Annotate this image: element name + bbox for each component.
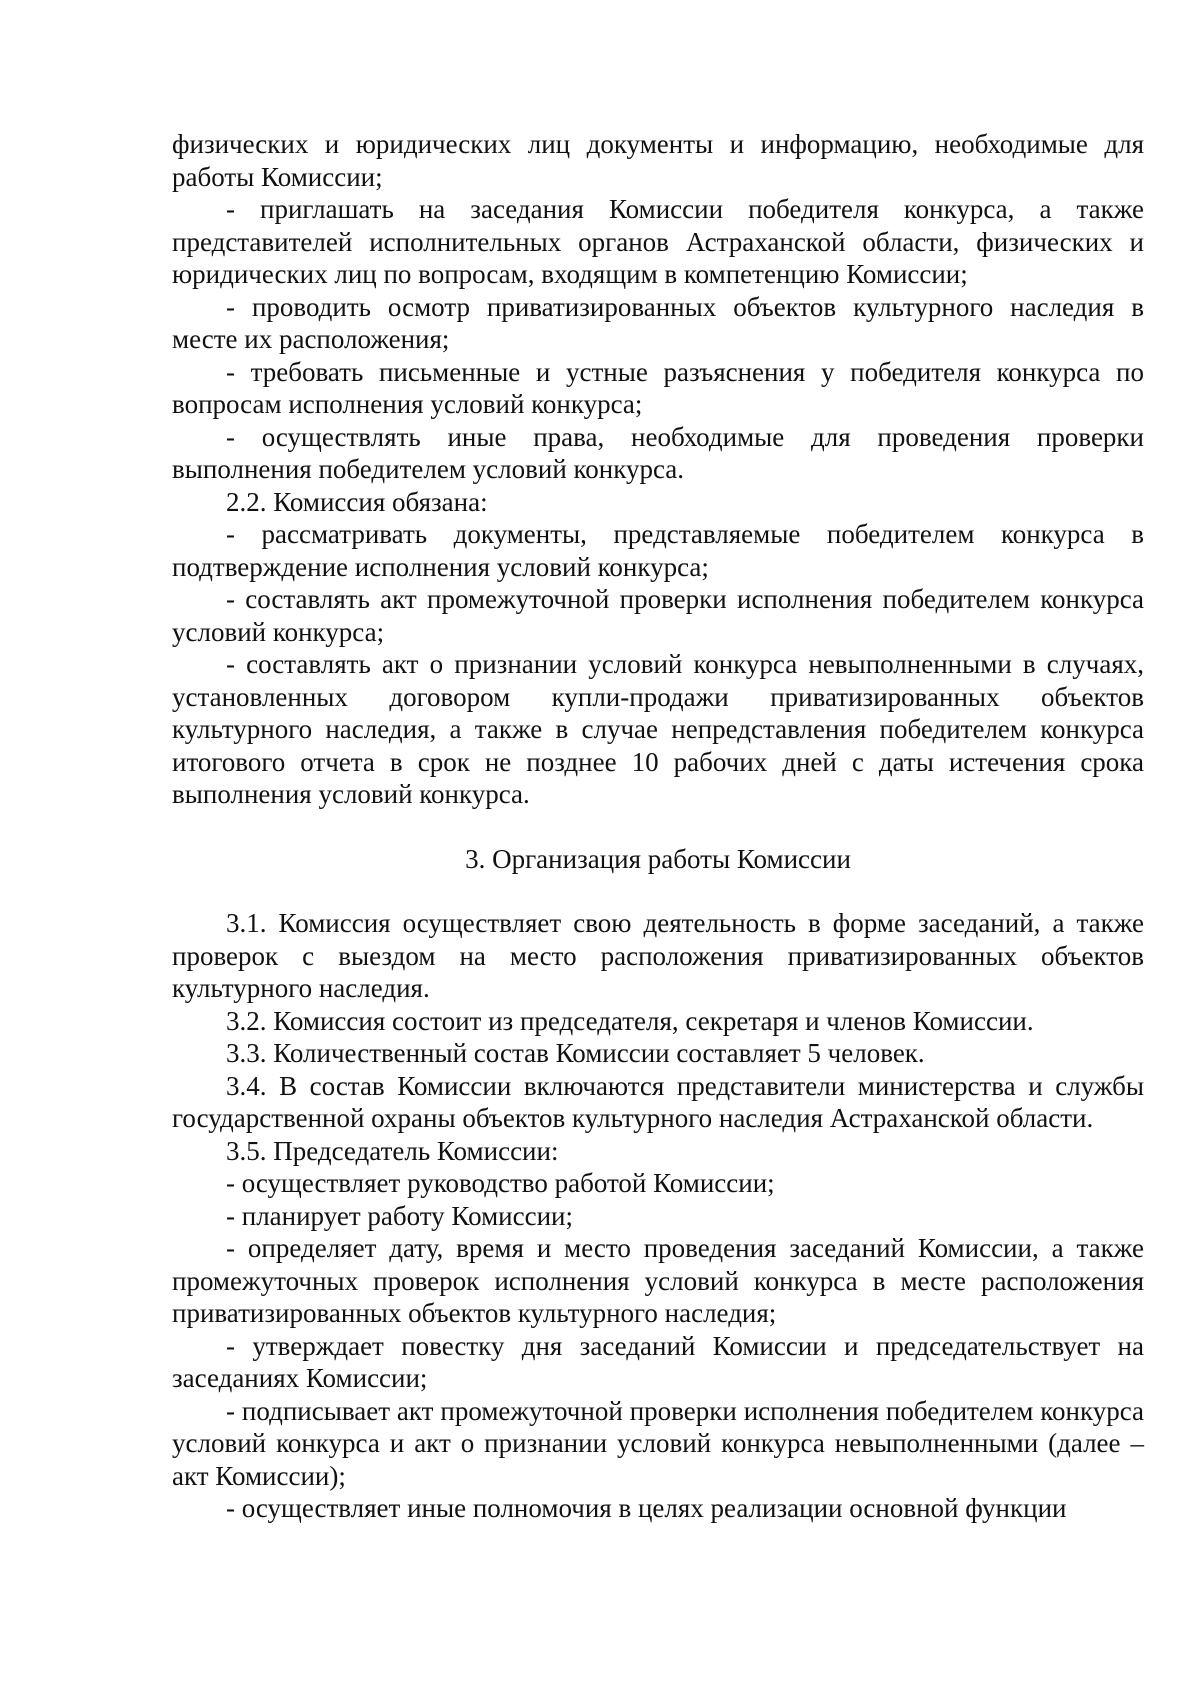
paragraph: - осуществляет руководство работой Комиссии; xyxy=(226,1168,775,1198)
paragraph: - планирует работу Комиссии; xyxy=(226,1200,573,1231)
paragraph: 3.3. Количественный состав Комиссии составляет 5 человек. xyxy=(226,1038,925,1068)
rights-and-duties-block xyxy=(172,128,1144,811)
paragraph: - рассматривать документы, представляемые победителем конкурса в подтверждение исполнения условий конкурса; xyxy=(172,519,1144,582)
section-3-heading: 3. Организация работы Комиссии xyxy=(465,843,851,874)
paragraph: 3.1. Комиссия осуществляет свою деятельность в форме заседаний, а также проверок с выездом на место расположения приватизированных объектов культурного наследия. xyxy=(172,908,1144,1003)
paragraph: 3.5. Председатель Комиссии: xyxy=(226,1135,559,1166)
document-page xyxy=(172,128,1144,1525)
paragraph: - осуществлять иные права, необходимые для проведения проверки выполнения победителем условий конкурса. xyxy=(172,421,1144,484)
paragraph: - составлять акт о признании условий конкурса невыполненными в случаях, установленных договором купли-продажи приватизированных объектов культурного наследия, а также в случае непредставления победителем конкурса итогового отчета в срок не позднее 10 рабочих дней с даты истечения срока выполнения условий конкурса. xyxy=(172,649,1144,809)
paragraph: - определяет дату, время и место проведения заседаний Комиссии, а также промежуточных проверок исполнения условий конкурса в месте расположения приватизированных объектов культурного наследия; xyxy=(172,1233,1144,1328)
paragraph: 3.2. Комиссия состоит из председателя, секретаря и членов Комиссии. xyxy=(226,1005,1034,1036)
paragraph: - составлять акт промежуточной проверки исполнения победителем конкурса условий конкурса; xyxy=(172,584,1144,647)
paragraph: 2.2. Комиссия обязана: xyxy=(226,486,488,517)
paragraph: - утверждает повестку дня заседаний Комиссии и председательствует на заседаниях Комиссии; xyxy=(172,1330,1144,1393)
paragraph: - проводить осмотр приватизированных объектов культурного наследия в месте их расположения; xyxy=(172,291,1144,354)
paragraph: 3.4. В состав Комиссии включаются представители министерства и службы государственной охраны объектов культурного наследия Астраханской области. xyxy=(172,1070,1144,1133)
commission-organization-block xyxy=(172,907,1144,1525)
paragraph: - осуществляет иные полномочия в целях реализации основной функции xyxy=(226,1493,1067,1523)
paragraph: - требовать письменные и устные разъяснения у победителя конкурса по вопросам исполнения условий конкурса; xyxy=(172,356,1144,419)
paragraph: - приглашать на заседания Комиссии победителя конкурса, а также представителей исполнительных органов Астраханской области, физических и юридических лиц по вопросам, входящим в компетенцию Комиссии; xyxy=(172,194,1144,289)
paragraph: физических и юридических лиц документы и информацию, необходимые для работы Комиссии; xyxy=(172,129,1144,192)
paragraph: - подписывает акт промежуточной проверки исполнения победителем конкурса условий конкурса и акт о признании условий конкурса невыполненными (далее – акт Комиссии); xyxy=(172,1395,1144,1491)
